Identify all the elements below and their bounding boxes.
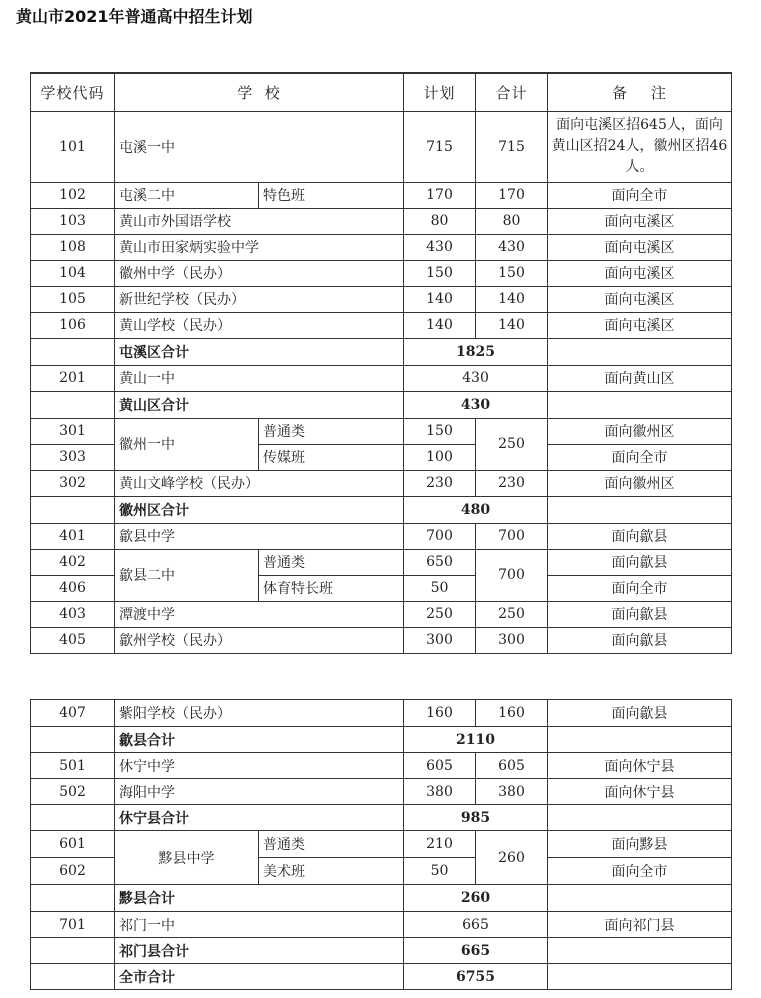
school-name: 黄山学校（民办） [115,312,404,338]
remark: 面向全市 [548,444,732,470]
plan-value: 230 [404,470,476,496]
grand-total-label: 全市合计 [115,964,404,990]
school-code: 303 [31,444,115,470]
table-row [31,627,732,653]
header-total: 合计 [476,73,548,111]
header-school: 学 校 [115,73,404,111]
plan-value: 170 [404,182,476,208]
plan-value: 50 [404,575,476,601]
total-value: 700 [476,549,548,601]
total-value: 140 [476,312,548,338]
remark: 面向歙县 [548,523,732,549]
plan-value: 150 [404,418,476,444]
enrollment-table-part1 [30,72,732,654]
school-code: 106 [31,312,115,338]
school-code: 402 [31,549,115,575]
subtotal-row [31,338,732,365]
page-title: 黄山市2021年普通高中招生计划 [16,7,253,26]
subtotal-row [31,727,732,753]
school-name: 休宁中学 [115,753,404,779]
school-name: 歙县二中 [115,549,259,601]
total-value: 80 [476,208,548,234]
school-name: 黄山一中 [115,365,404,391]
table-row [31,365,732,391]
school-name: 黄山市外国语学校 [115,208,404,234]
plan-value: 80 [404,208,476,234]
plan-value: 605 [404,753,476,779]
subtotal-label: 屯溪区合计 [115,338,404,365]
class-type: 体育特长班 [259,575,404,601]
table-row [31,700,732,727]
grand-total-value: 6755 [404,964,548,990]
subtotal-label: 黄山区合计 [115,391,404,418]
remark: 面向全市 [548,858,732,885]
plan-value: 50 [404,858,476,885]
table-row [31,523,732,549]
table-row [31,831,732,858]
school-name: 潭渡中学 [115,601,404,627]
total-value: 250 [476,601,548,627]
subtotal-label: 歙县合计 [115,727,404,753]
school-code: 502 [31,779,115,805]
school-name: 歙县中学 [115,523,404,549]
remark: 面向屯溪区 [548,260,732,286]
plan-value: 210 [404,831,476,858]
plan-value: 100 [404,444,476,470]
table-row [31,549,732,575]
header-remark: 备 注 [548,73,732,111]
class-type: 美术班 [259,858,404,885]
table-row [31,601,732,627]
school-code: 501 [31,753,115,779]
plan-value: 430 [404,365,548,391]
plan-value: 300 [404,627,476,653]
subtotal-value: 665 [404,938,548,964]
school-code: 201 [31,365,115,391]
plan-value: 140 [404,312,476,338]
school-name: 黄山文峰学校（民办） [115,470,404,496]
school-code: 105 [31,286,115,312]
remark: 面向黄山区 [548,365,732,391]
subtotal-value: 480 [404,496,548,523]
remark: 面向屯溪区 [548,234,732,260]
remark: 面向屯溪区 [548,286,732,312]
subtotal-value: 1825 [404,338,548,365]
subtotal-row [31,885,732,912]
school-name: 黄山市田家炳实验中学 [115,234,404,260]
table-row [31,182,732,208]
school-code: 401 [31,523,115,549]
school-code: 405 [31,627,115,653]
table-row [31,234,732,260]
class-type: 传媒班 [259,444,404,470]
school-code: 701 [31,912,115,938]
school-code: 407 [31,700,115,727]
subtotal-value: 2110 [404,727,548,753]
plan-value: 430 [404,234,476,260]
table-row [31,912,732,938]
subtotal-row [31,938,732,964]
total-value: 160 [476,700,548,727]
total-value: 300 [476,627,548,653]
subtotal-value: 985 [404,805,548,831]
remark: 面向徽州区 [548,418,732,444]
subtotal-label: 休宁县合计 [115,805,404,831]
total-value: 700 [476,523,548,549]
school-name: 徽州一中 [115,418,259,470]
table-row [31,470,732,496]
subtotal-row [31,805,732,831]
school-code: 104 [31,260,115,286]
total-value: 140 [476,286,548,312]
school-code: 406 [31,575,115,601]
table-row [31,111,732,182]
remark: 面向休宁县 [548,753,732,779]
subtotal-label: 徽州区合计 [115,496,404,523]
school-code: 602 [31,858,115,885]
table-row [31,208,732,234]
total-value: 150 [476,260,548,286]
table-row [31,418,732,444]
remark: 面向休宁县 [548,779,732,805]
subtotal-row [31,496,732,523]
school-name: 海阳中学 [115,779,404,805]
class-type: 普通类 [259,549,404,575]
class-type: 普通类 [259,831,404,858]
remark: 面向全市 [548,575,732,601]
plan-value: 380 [404,779,476,805]
plan-value: 650 [404,549,476,575]
school-name: 徽州中学（民办） [115,260,404,286]
plan-value: 700 [404,523,476,549]
total-value: 430 [476,234,548,260]
subtotal-label: 祁门县合计 [115,938,404,964]
plan-value: 715 [404,111,476,182]
total-value: 250 [476,418,548,470]
school-name: 屯溪二中 [115,182,259,208]
class-type: 特色班 [259,182,404,208]
header-code: 学校代码 [31,73,115,111]
class-type: 普通类 [259,418,404,444]
total-value: 260 [476,831,548,885]
plan-value: 160 [404,700,476,727]
remark: 面向歙县 [548,549,732,575]
remark: 面向歙县 [548,700,732,727]
table-row [31,312,732,338]
total-value: 380 [476,779,548,805]
total-value: 170 [476,182,548,208]
school-name: 紫阳学校（民办） [115,700,404,727]
table-row [31,260,732,286]
remark: 面向歙县 [548,627,732,653]
school-code: 403 [31,601,115,627]
school-name: 黟县中学 [115,831,259,885]
remark: 面向屯溪区 [548,208,732,234]
school-code: 103 [31,208,115,234]
remark: 面向屯溪区招645人，面向黄山区招24人，徽州区招46人。 [548,111,732,182]
plan-value: 665 [404,912,548,938]
school-name: 新世纪学校（民办） [115,286,404,312]
subtotal-value: 430 [404,391,548,418]
plan-value: 140 [404,286,476,312]
plan-value: 250 [404,601,476,627]
school-code: 301 [31,418,115,444]
grand-total-row [31,964,732,990]
subtotal-row [31,391,732,418]
total-value: 715 [476,111,548,182]
remark: 面向祁门县 [548,912,732,938]
school-name: 歙州学校（民办） [115,627,404,653]
subtotal-value: 260 [404,885,548,912]
table-row [31,779,732,805]
remark: 面向黟县 [548,831,732,858]
school-code: 302 [31,470,115,496]
remark: 面向全市 [548,182,732,208]
school-name: 祁门一中 [115,912,404,938]
school-code: 102 [31,182,115,208]
plan-value: 150 [404,260,476,286]
school-code: 108 [31,234,115,260]
school-code: 601 [31,831,115,858]
subtotal-label: 黟县合计 [115,885,404,912]
total-value: 230 [476,470,548,496]
table-header [31,73,732,111]
remark: 面向歙县 [548,601,732,627]
total-value: 605 [476,753,548,779]
enrollment-table-part2 [30,699,732,990]
table-row [31,753,732,779]
remark: 面向屯溪区 [548,312,732,338]
school-name: 屯溪一中 [115,111,404,182]
header-plan: 计划 [404,73,476,111]
remark: 面向徽州区 [548,470,732,496]
school-code: 101 [31,111,115,182]
table-row [31,286,732,312]
